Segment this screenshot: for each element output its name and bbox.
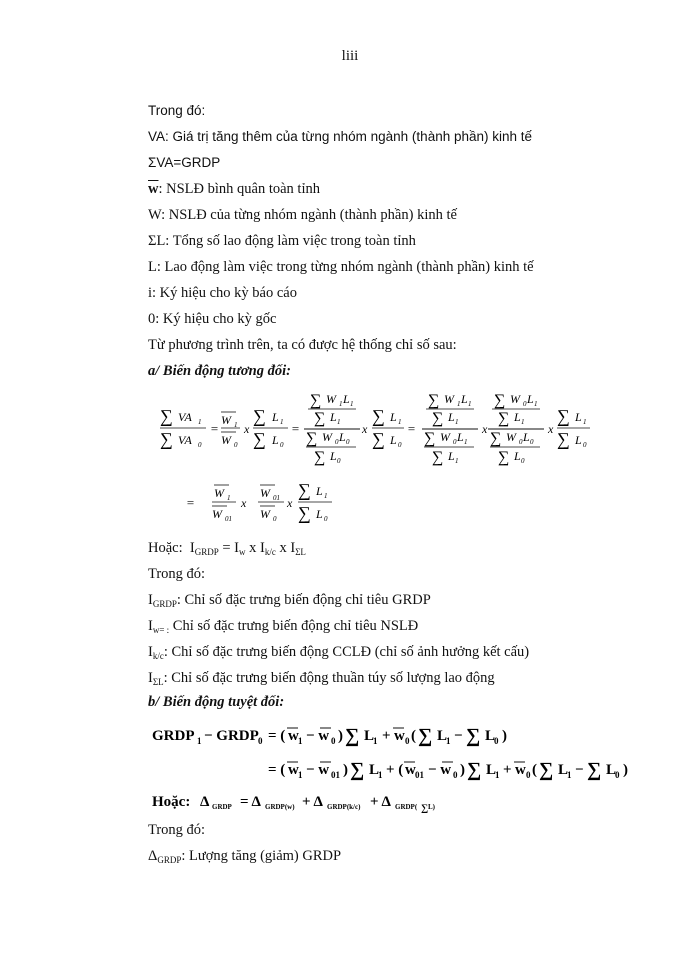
svg-text:∑: ∑ bbox=[587, 759, 602, 781]
delta-def-text: : Lượng tăng (giảm) GRDP bbox=[181, 848, 342, 864]
svg-text:0: 0 bbox=[530, 438, 534, 446]
svg-text:L: L bbox=[339, 430, 346, 444]
svg-text:(: ( bbox=[532, 762, 537, 778]
svg-text:∑: ∑ bbox=[350, 759, 365, 781]
svg-text:1: 1 bbox=[198, 418, 202, 426]
svg-text:1: 1 bbox=[567, 770, 572, 780]
svg-text:w: w bbox=[288, 762, 299, 778]
svg-text:0: 0 bbox=[258, 736, 263, 746]
svg-text:1: 1 bbox=[521, 418, 525, 426]
svg-text:0: 0 bbox=[526, 770, 531, 780]
svg-text:+ (: + ( bbox=[386, 762, 404, 778]
svg-text:L: L bbox=[316, 507, 323, 521]
svg-text:L: L bbox=[369, 762, 380, 778]
svg-text:0: 0 bbox=[346, 438, 350, 446]
svg-text:W: W bbox=[212, 507, 222, 521]
svg-text:1: 1 bbox=[337, 418, 341, 426]
index-def-text: : Chỉ số đặc trưng biến động CCLĐ (chỉ số ảnh hưởng kết cấu) bbox=[163, 644, 530, 660]
svg-text:01: 01 bbox=[415, 770, 424, 780]
svg-text:1: 1 bbox=[324, 492, 328, 500]
svg-text:GRDP(: GRDP( bbox=[395, 803, 418, 811]
svg-text:+ Δ: + Δ bbox=[370, 794, 391, 810]
index-sub: k/c bbox=[152, 651, 164, 661]
svg-text:): ) bbox=[502, 728, 507, 744]
svg-text:∑: ∑ bbox=[467, 759, 482, 781]
svg-text:w: w bbox=[405, 762, 416, 778]
index-def-sum-l bbox=[148, 670, 495, 687]
def-0: 0: Ký hiệu cho kỳ gốc bbox=[148, 311, 277, 327]
svg-text:W: W bbox=[510, 392, 520, 406]
svg-text:1: 1 bbox=[197, 736, 202, 746]
svg-text:1: 1 bbox=[468, 400, 472, 408]
svg-text:L: L bbox=[330, 410, 337, 424]
svg-text:∑: ∑ bbox=[490, 430, 502, 447]
svg-text:= Δ: = Δ bbox=[240, 794, 261, 810]
svg-text:− w: − w bbox=[428, 762, 452, 778]
svg-text:∑: ∑ bbox=[498, 449, 510, 466]
svg-text:L: L bbox=[448, 410, 455, 424]
svg-text:): ) bbox=[623, 762, 628, 778]
svg-text:01: 01 bbox=[273, 494, 280, 502]
svg-text:1: 1 bbox=[455, 457, 459, 465]
index-def-grdp bbox=[148, 592, 431, 609]
svg-text:∑: ∑ bbox=[298, 480, 311, 500]
def-l: L: Lao động làm việc trong từng nhóm ngành (thành phần) kinh tế bbox=[148, 259, 534, 275]
svg-text:W: W bbox=[221, 413, 231, 427]
index-def-text: : Chỉ số đặc trưng biến động thuần túy số lượng lao động bbox=[163, 670, 495, 686]
svg-text:L: L bbox=[272, 433, 279, 447]
svg-text:w: w bbox=[394, 728, 405, 744]
svg-text:L: L bbox=[390, 410, 397, 424]
svg-text:L: L bbox=[486, 762, 497, 778]
svg-text:0: 0 bbox=[494, 736, 499, 746]
svg-text:VA: VA bbox=[178, 433, 192, 447]
index-equation: $I_{GRDP} = I_w$ x $I_{k/c}$ x $I_{\Sigma L}$ bbox=[186, 540, 306, 557]
index-def-text: Chỉ số đặc trưng biến động chỉ tiêu NSLĐ bbox=[169, 618, 419, 634]
heading-relative: a/ Biến động tương đối: bbox=[148, 363, 291, 379]
svg-text:∑: ∑ bbox=[466, 725, 481, 747]
or-label: Hoặc: bbox=[148, 540, 183, 556]
svg-text:∑: ∑ bbox=[310, 392, 322, 409]
svg-text:∑: ∑ bbox=[498, 410, 510, 427]
svg-text:w: w bbox=[288, 728, 299, 744]
svg-text:(: ( bbox=[411, 728, 416, 744]
svg-text:L: L bbox=[514, 410, 521, 424]
svg-text:= (: = ( bbox=[268, 762, 286, 778]
svg-text:w: w bbox=[515, 762, 526, 778]
trong-do-2: Trong đó: bbox=[148, 566, 206, 582]
svg-text:x: x bbox=[482, 422, 488, 436]
svg-text:W: W bbox=[221, 433, 231, 447]
formula-relative-variation bbox=[0, 385, 700, 535]
svg-text:L: L bbox=[448, 449, 455, 463]
svg-text:L: L bbox=[514, 449, 521, 463]
svg-text:1: 1 bbox=[280, 418, 284, 426]
svg-text:∑: ∑ bbox=[432, 449, 444, 466]
svg-text:0: 0 bbox=[324, 515, 328, 523]
svg-text:0: 0 bbox=[280, 441, 284, 449]
svg-text:0: 0 bbox=[453, 770, 458, 780]
index-equation-row bbox=[148, 540, 306, 557]
def-w: W: NSLĐ của từng nhóm ngành (thành phần) kinh tế bbox=[148, 207, 457, 223]
svg-text:1: 1 bbox=[455, 418, 459, 426]
index-symbol: I bbox=[148, 670, 153, 686]
svg-text:−: − bbox=[454, 728, 463, 744]
svg-text:x: x bbox=[548, 422, 554, 436]
or-label-b: Hoặc: bbox=[152, 794, 191, 810]
svg-text:W: W bbox=[440, 430, 450, 444]
svg-text:L: L bbox=[316, 484, 323, 498]
svg-text:+: + bbox=[503, 762, 512, 778]
svg-text:−: − bbox=[575, 762, 584, 778]
index-sub: w= : bbox=[152, 625, 170, 635]
svg-text:): ) bbox=[338, 728, 343, 744]
formula-absolute-variation bbox=[0, 712, 700, 822]
svg-text:L): L) bbox=[428, 803, 435, 811]
svg-text:L: L bbox=[364, 728, 375, 744]
svg-text:+ Δ: + Δ bbox=[302, 794, 323, 810]
svg-text:− w: − w bbox=[306, 728, 330, 744]
wbar-symbol: $\overline{w}$ bbox=[148, 181, 159, 197]
svg-text:=: = bbox=[186, 495, 195, 510]
svg-text:∑: ∑ bbox=[557, 406, 570, 426]
svg-text:L: L bbox=[558, 762, 569, 778]
svg-text:W: W bbox=[444, 392, 454, 406]
svg-text:1: 1 bbox=[298, 736, 303, 746]
index-sub: GRDP bbox=[152, 599, 177, 609]
svg-text:0: 0 bbox=[273, 515, 277, 523]
svg-text:L: L bbox=[527, 392, 534, 406]
svg-text:Δ: Δ bbox=[200, 794, 210, 810]
index-sub: ΣL bbox=[152, 677, 164, 687]
def-i: i: Ký hiệu cho kỳ báo cáo bbox=[148, 285, 297, 301]
svg-text:W: W bbox=[260, 507, 270, 521]
svg-text:L: L bbox=[457, 430, 464, 444]
svg-text:GRDP(w): GRDP(w) bbox=[265, 803, 295, 811]
svg-text:0: 0 bbox=[405, 736, 410, 746]
svg-text:− w: − w bbox=[306, 762, 330, 778]
svg-text:L: L bbox=[575, 410, 582, 424]
svg-text:L: L bbox=[606, 762, 617, 778]
delta-symbol: Δ bbox=[148, 848, 158, 864]
index-symbol: I bbox=[148, 644, 153, 660]
svg-text:01: 01 bbox=[331, 770, 340, 780]
heading-absolute: b/ Biến động tuyệt đối: bbox=[148, 694, 285, 710]
svg-text:∑: ∑ bbox=[160, 406, 173, 426]
svg-text:∑: ∑ bbox=[424, 430, 436, 447]
svg-text:x: x bbox=[362, 422, 368, 436]
svg-text:∑: ∑ bbox=[314, 410, 326, 427]
svg-text:W: W bbox=[506, 430, 516, 444]
svg-text:=: = bbox=[407, 421, 416, 436]
svg-text:1: 1 bbox=[534, 400, 538, 408]
index-symbol: I bbox=[148, 592, 153, 608]
derivation-intro: Từ phương trình trên, ta có được hệ thống chỉ số sau: bbox=[148, 337, 457, 353]
svg-text:1: 1 bbox=[378, 770, 383, 780]
svg-text:1: 1 bbox=[583, 418, 587, 426]
intro-text: Trong đó: bbox=[148, 103, 206, 118]
svg-text:1: 1 bbox=[398, 418, 402, 426]
svg-text:0: 0 bbox=[335, 438, 339, 446]
svg-text:VA: VA bbox=[178, 410, 192, 424]
svg-text:W: W bbox=[214, 486, 224, 500]
svg-text:0: 0 bbox=[519, 438, 523, 446]
def-sum-l: ΣL: Tổng số lao động làm việc trong toàn tỉnh bbox=[148, 233, 416, 249]
svg-text:GRDP: GRDP bbox=[212, 803, 232, 811]
def-wbar: : NSLĐ bình quân toàn tỉnh bbox=[158, 181, 320, 197]
svg-text:∑: ∑ bbox=[253, 406, 266, 426]
svg-text:∑: ∑ bbox=[428, 392, 440, 409]
svg-text:∑: ∑ bbox=[421, 803, 429, 814]
svg-text:0: 0 bbox=[331, 736, 336, 746]
svg-text:∑: ∑ bbox=[372, 429, 385, 449]
svg-text:∑: ∑ bbox=[557, 429, 570, 449]
svg-text:): ) bbox=[343, 762, 348, 778]
svg-text:0: 0 bbox=[453, 438, 457, 446]
svg-text:1: 1 bbox=[464, 438, 468, 446]
svg-text:∑: ∑ bbox=[539, 759, 554, 781]
index-symbol: I bbox=[148, 618, 153, 634]
svg-text:∑: ∑ bbox=[345, 725, 360, 747]
svg-text:L: L bbox=[437, 728, 448, 744]
svg-text:1: 1 bbox=[350, 400, 354, 408]
svg-text:01: 01 bbox=[225, 515, 232, 523]
def-va: VA: Giá trị tăng thêm của từng nhóm ngành (thành phần) kinh tế bbox=[148, 129, 533, 144]
svg-text:GRDP: GRDP bbox=[152, 728, 195, 744]
svg-text:L: L bbox=[272, 410, 279, 424]
svg-text:= (: = ( bbox=[268, 728, 286, 744]
svg-text:L: L bbox=[485, 728, 496, 744]
svg-text:x: x bbox=[244, 422, 250, 436]
index-def-w bbox=[148, 618, 418, 635]
trong-do-3: Trong đó: bbox=[148, 822, 206, 838]
svg-text:=: = bbox=[210, 421, 219, 436]
svg-text:0: 0 bbox=[615, 770, 620, 780]
svg-text:∑: ∑ bbox=[253, 429, 266, 449]
svg-text:0: 0 bbox=[198, 441, 202, 449]
svg-text:1: 1 bbox=[446, 736, 451, 746]
svg-text:1: 1 bbox=[495, 770, 500, 780]
svg-text:=: = bbox=[291, 421, 300, 436]
index-def-text: : Chỉ số đặc trưng biến động chỉ tiêu GRDP bbox=[176, 592, 431, 608]
svg-text:1: 1 bbox=[373, 736, 378, 746]
svg-text:− GRDP: − GRDP bbox=[204, 728, 259, 744]
svg-text:1: 1 bbox=[339, 400, 343, 408]
svg-text:∑: ∑ bbox=[298, 503, 311, 523]
svg-text:∑: ∑ bbox=[432, 410, 444, 427]
svg-text:∑: ∑ bbox=[160, 429, 173, 449]
page-number: liii bbox=[341, 48, 359, 64]
svg-text:0: 0 bbox=[234, 441, 238, 449]
svg-text:L: L bbox=[461, 392, 468, 406]
svg-text:L: L bbox=[523, 430, 530, 444]
svg-text:W: W bbox=[326, 392, 336, 406]
svg-text:0: 0 bbox=[583, 441, 587, 449]
svg-text:∑: ∑ bbox=[314, 449, 326, 466]
svg-text:∑: ∑ bbox=[418, 725, 433, 747]
svg-text:∑: ∑ bbox=[372, 406, 385, 426]
def-sum-va: ΣVA=GRDP bbox=[148, 155, 221, 170]
svg-text:): ) bbox=[460, 762, 465, 778]
svg-text:1: 1 bbox=[457, 400, 461, 408]
delta-sub: GRDP bbox=[157, 855, 182, 865]
svg-text:GRDP(k/c): GRDP(k/c) bbox=[327, 803, 361, 811]
svg-text:1: 1 bbox=[298, 770, 303, 780]
svg-text:∑: ∑ bbox=[306, 430, 318, 447]
svg-text:1: 1 bbox=[227, 494, 231, 502]
svg-text:L: L bbox=[575, 433, 582, 447]
svg-text:x: x bbox=[241, 496, 247, 510]
def-wbar-row bbox=[148, 181, 320, 198]
svg-text:W: W bbox=[322, 430, 332, 444]
svg-text:L: L bbox=[343, 392, 350, 406]
index-def-kc bbox=[148, 644, 529, 661]
svg-text:x: x bbox=[287, 496, 293, 510]
svg-text:+: + bbox=[382, 728, 391, 744]
svg-text:L: L bbox=[390, 433, 397, 447]
delta-def bbox=[148, 848, 341, 865]
svg-text:W: W bbox=[260, 486, 270, 500]
svg-text:0: 0 bbox=[337, 457, 341, 465]
svg-text:0: 0 bbox=[521, 457, 525, 465]
svg-text:∑: ∑ bbox=[494, 392, 506, 409]
svg-text:1: 1 bbox=[234, 421, 238, 429]
svg-text:0: 0 bbox=[398, 441, 402, 449]
svg-text:0: 0 bbox=[523, 400, 527, 408]
svg-text:L: L bbox=[330, 449, 337, 463]
